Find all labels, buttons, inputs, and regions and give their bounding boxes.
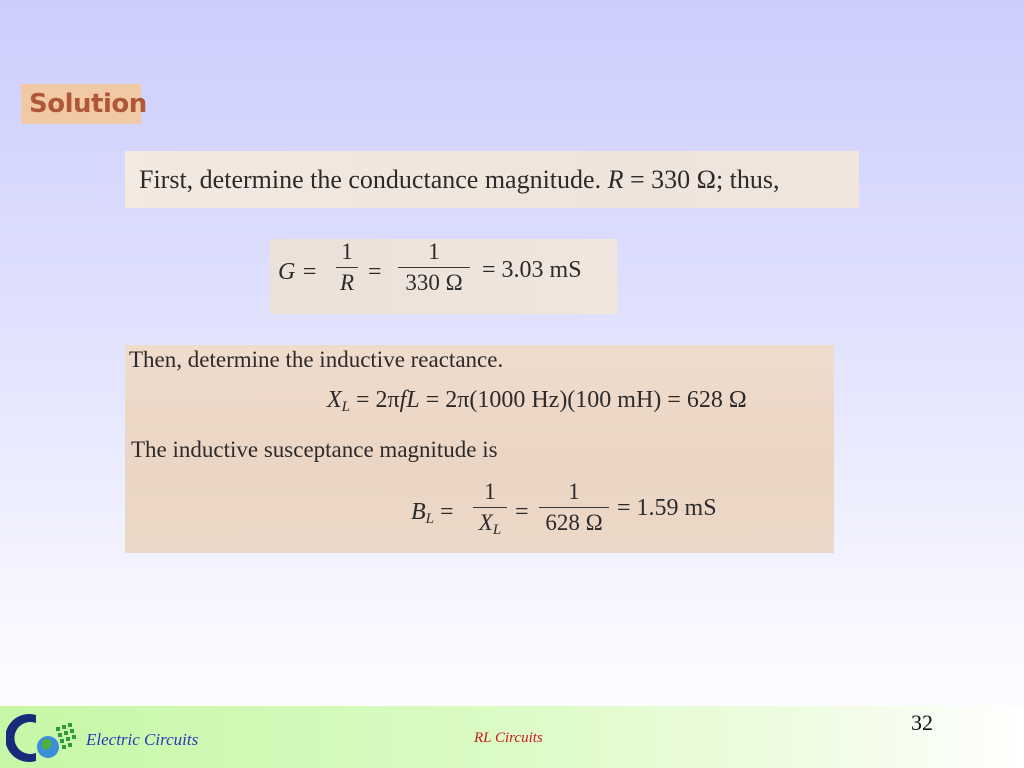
eq3-frac2-num: 1 <box>568 479 580 504</box>
scan-intro-line <box>125 151 859 208</box>
eq1-frac2-den: 330 Ω <box>405 270 463 295</box>
eq3-equals: = <box>515 499 529 525</box>
scan-conductance-equation <box>270 239 617 314</box>
eq3-lhs: $B_L$ = <box>411 499 454 527</box>
eq1-result: = 3.03 mS <box>482 257 582 283</box>
then-text: Then, determine the inductive reactance. <box>129 347 504 372</box>
eq3-frac1-den: $X_L$ <box>478 510 502 538</box>
eq1-fraction-2 <box>398 239 470 296</box>
eq3-fraction-2 <box>539 479 609 536</box>
eq1-frac2-num: 1 <box>428 239 440 264</box>
susceptance-text: The inductive susceptance magnitude is <box>131 437 498 462</box>
electric-circuits-logo-icon <box>6 711 78 765</box>
eq3-frac1-num: 1 <box>484 479 496 504</box>
eq1-equals: = <box>368 259 382 285</box>
intro-R-value: = 330 Ω; thus, <box>629 165 780 194</box>
eq3-frac2-den: 628 Ω <box>545 510 603 535</box>
eq1-frac1-num: 1 <box>341 239 353 264</box>
page-number: 32 <box>911 710 933 735</box>
eq2-reactance: $X_L = 2\pi fL = 2\pi(1000$ Hz)(100 mH) = 628 Ω <box>327 387 747 415</box>
eq1-lhs: G = <box>278 259 318 285</box>
eq1-frac1-den: R <box>339 270 355 295</box>
eq1-fraction-1 <box>336 239 358 296</box>
solution-label: Solution <box>21 84 141 124</box>
scan-reactance-block <box>125 345 834 553</box>
intro-text: First, determine the conductance magnitude. <box>139 165 602 194</box>
eq3-fraction-1 <box>473 479 507 543</box>
footer-bar <box>0 706 1024 768</box>
intro-R-symbol: R <box>607 165 624 194</box>
eq3-result: = 1.59 mS <box>617 495 717 521</box>
footer-chapter-title: RL Circuits <box>474 730 543 746</box>
footer-course-title: Electric Circuits <box>86 730 199 749</box>
